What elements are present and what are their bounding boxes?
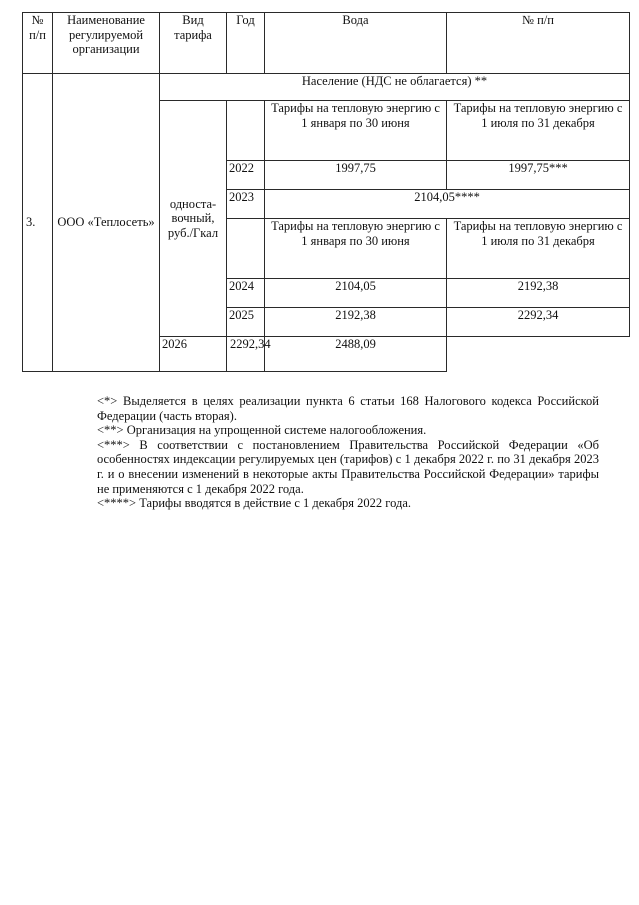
period-2-label: Тарифы на тепловую энергию с 1 июля по 31 декабря <box>447 219 630 279</box>
period-2-label: Тарифы на тепловую энергию с 1 июля по 31 декабря <box>447 101 630 161</box>
year-cell: 2022 <box>227 161 265 190</box>
period-1-label: Тарифы на тепловую энергию с 1 января по 30 июня <box>265 101 447 161</box>
header-organization: Наименование регулируемой организации <box>53 13 160 74</box>
tariff-kind: односта-вочный, руб./Гкал <box>160 101 227 337</box>
footnote: <*> Выделяется в целях реализации пункта 6 статьи 168 Налогового кодекса Российской Федерации (часть вторая). <box>97 394 599 423</box>
year-cell: 2023 <box>227 190 265 219</box>
year-cell: 2025 <box>227 308 265 337</box>
header-tariff-kind: Вид тарифа <box>160 13 227 74</box>
row-number: 3. <box>23 74 53 372</box>
period-1-label: Тарифы на тепловую энергию с 1 января по 30 июня <box>265 219 447 279</box>
tariff-table <box>22 12 630 372</box>
year-cell: 2024 <box>227 279 265 308</box>
tariff-h1: 1997,75 <box>265 161 447 190</box>
footnote: <***> В соответствии с постановлением Правительства Российской Федерации «Об особенностях индексации регулируемых цен (тарифов) с 1 декабря 2022 г. по 31 декабря 2023 г. и о внесении изменений в некоторые акты Правительства Российской Федерации» тарифы не применяются с 1 декабря 2022 года. <box>97 437 599 496</box>
population-header: Население (НДС не облагается) ** <box>160 74 630 101</box>
tariff-h2: 2488,09 <box>265 337 447 372</box>
tariff-h2: 1997,75*** <box>447 161 630 190</box>
header-year: Год <box>227 13 265 74</box>
table-row <box>23 74 630 101</box>
year-cell: 2026 <box>160 337 227 372</box>
header-water: Вода <box>265 13 447 74</box>
year-cell-empty <box>227 219 265 279</box>
tariff-h2: 2192,38 <box>447 279 630 308</box>
footnote: <****> Тарифы вводятся в действие с 1 декабря 2022 года. <box>97 496 412 511</box>
header-num: № п/п <box>23 13 53 74</box>
footnote: <**> Организация на упрощенной системе налогообложения. <box>97 423 427 438</box>
table-header-row <box>23 13 630 74</box>
footnotes <box>97 394 599 511</box>
tariff-h1: 2104,05 <box>265 279 447 308</box>
tariff-h1: 2192,38 <box>265 308 447 337</box>
tariff-merged: 2104,05**** <box>265 190 630 219</box>
tariff-h1: 2292,34 <box>227 337 265 372</box>
tariff-h2: 2292,34 <box>447 308 630 337</box>
year-cell-empty <box>227 101 265 161</box>
header-num-2: № п/п <box>447 13 630 74</box>
organization-name: ООО «Теплосеть» <box>53 74 160 372</box>
